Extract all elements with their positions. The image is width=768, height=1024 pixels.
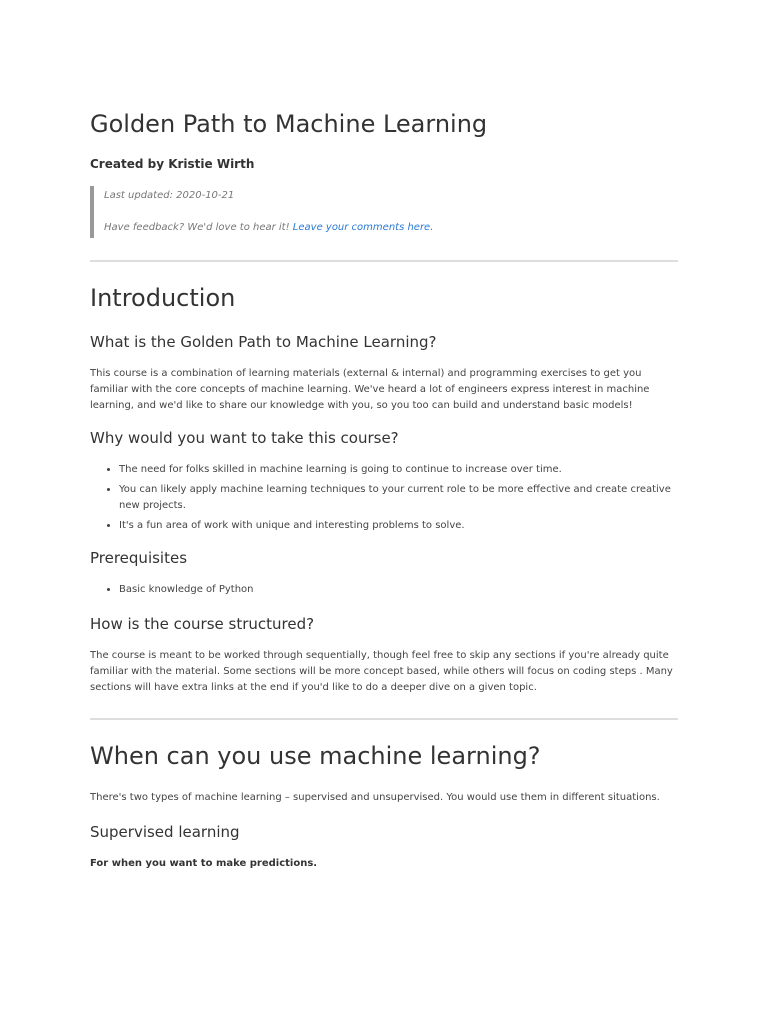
- when-heading: When can you use machine learning?: [90, 742, 541, 770]
- info-blockquote: [90, 186, 678, 238]
- divider: [90, 718, 678, 720]
- feedback-link[interactable]: Leave your comments here.: [292, 222, 434, 233]
- why-list: [90, 462, 678, 534]
- prereq-heading: Prerequisites: [90, 549, 188, 567]
- last-updated: Last updated: 2020-10-21: [104, 190, 235, 201]
- structure-heading: How is the course structured?: [90, 615, 315, 633]
- when-body: There's two types of machine learning – supervised and unsupervised. You would use them in different situations.: [90, 792, 660, 803]
- prereq-list: [90, 582, 678, 598]
- what-heading: What is the Golden Path to Machine Learning?: [90, 333, 437, 351]
- feedback-line: [104, 220, 678, 236]
- supervised-heading: Supervised learning: [90, 823, 240, 841]
- list-item: • The need for folks skilled in machine learning is going to continue to increase over time.: [119, 462, 678, 478]
- list-item: • You can likely apply machine learning techniques to your current role to be more effective and create creative new projects.: [119, 482, 678, 514]
- list-item: • Basic knowledge of Python: [119, 582, 678, 598]
- introduction-heading: Introduction: [90, 284, 236, 312]
- document-page: [90, 0, 678, 872]
- why-heading: Why would you want to take this course?: [90, 429, 399, 447]
- supervised-lead: For when you want to make predictions.: [90, 858, 318, 869]
- divider: [90, 260, 678, 262]
- feedback-text: Have feedback? We'd love to hear it!: [104, 222, 293, 233]
- author-line: Created by Kristie Wirth: [90, 157, 255, 171]
- structure-body: The course is meant to be worked through sequentially, though feel free to skip any sections if you're already quite familiar with the material. Some sections will be more concept based, while others will focus on coding steps . Many sections will have extra links at the end if you'd like to do a deeper dive on a given topic.: [90, 650, 673, 693]
- what-body: This course is a combination of learning materials (external & internal) and programming exercises to get you familiar with the core concepts of machine learning. We've heard a lot of engineers express interest in machine learning, and we'd like to share our knowledge with you, so you too can build and understand basic models!: [90, 368, 650, 411]
- page-title: Golden Path to Machine Learning: [90, 110, 488, 138]
- list-item: • It's a fun area of work with unique and interesting problems to solve.: [119, 518, 678, 534]
